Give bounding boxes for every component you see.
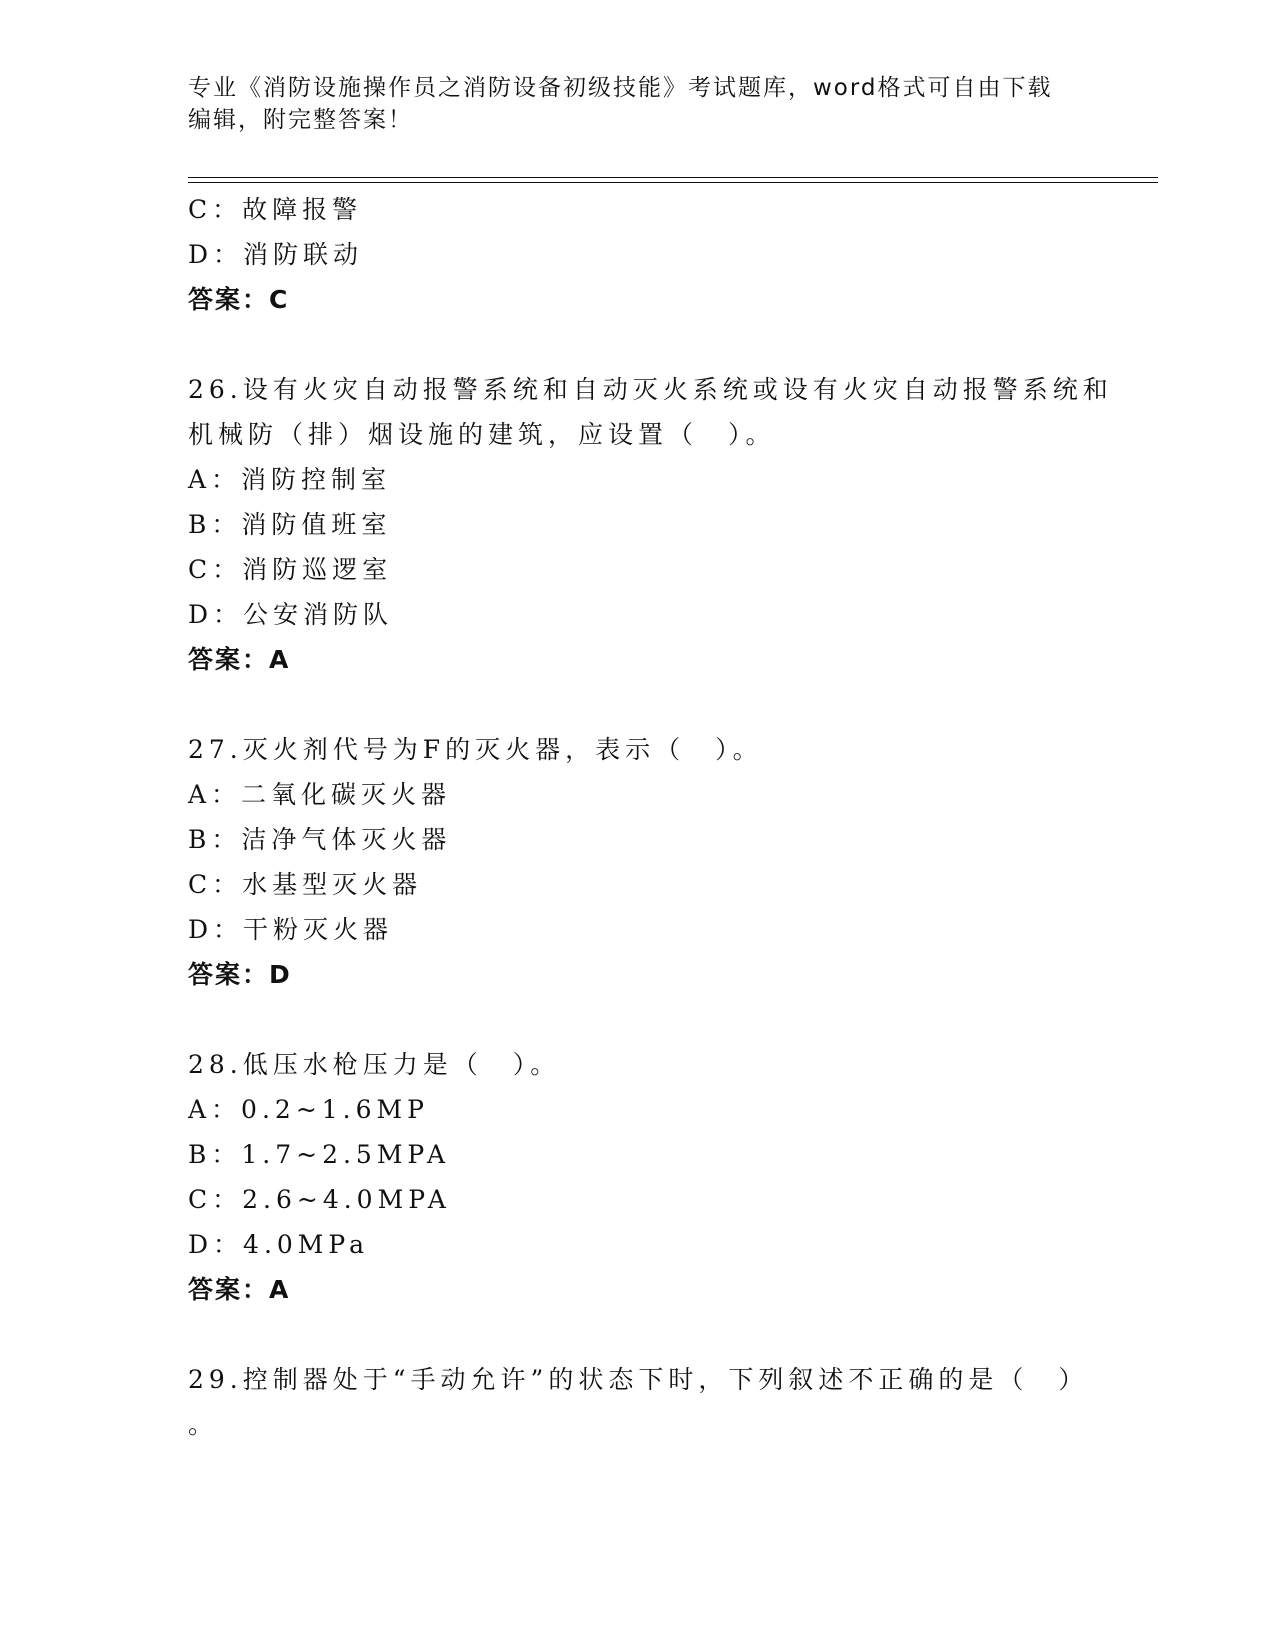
- q28-option-d: D：4.0MPa: [188, 1230, 370, 1259]
- document-header: 专业《消防设施操作员之消防设备初级技能》考试题库，word格式可自由下载编辑，附完整答案！: [188, 75, 1053, 133]
- q25-option-c: C：故障报警: [188, 195, 363, 224]
- q28-option-a: A：0.2~1.6MP: [188, 1095, 429, 1124]
- q25-option-d: D：消防联动: [188, 240, 364, 269]
- q28-answer: 答案：A: [188, 1275, 291, 1304]
- header-divider-top: [188, 177, 1158, 178]
- q29-stem-line-2: 。: [188, 1410, 219, 1439]
- q26-option-a: A：消防控制室: [188, 465, 392, 494]
- q26-option-b: B：消防值班室: [188, 510, 392, 539]
- q27-option-c: C：水基型灭火器: [188, 870, 423, 899]
- q27-answer: 答案：D: [188, 960, 292, 989]
- q26-stem-line-1: 26.设有火灾自动报警系统和自动灭火系统或设有火灾自动报警系统和: [188, 375, 1113, 404]
- q26-answer: 答案：A: [188, 645, 291, 674]
- q26-option-d: D：公安消防队: [188, 600, 394, 629]
- q26-option-c: C：消防巡逻室: [188, 555, 393, 584]
- q28-stem: 28.低压水枪压力是（ ）。: [188, 1050, 561, 1079]
- q28-option-c: C：2.6~4.0MPA: [188, 1185, 451, 1214]
- q25-answer: 答案：C: [188, 285, 290, 314]
- q27-option-a: A：二氧化碳灭火器: [188, 780, 452, 809]
- q27-option-b: B：洁净气体灭火器: [188, 825, 452, 854]
- q26-stem-line-2: 机械防（排）烟设施的建筑，应设置（ ）。: [188, 420, 776, 449]
- q29-stem-line-1: 29.控制器处于“手动允许”的状态下时，下列叙述不正确的是（ ）: [188, 1365, 1089, 1394]
- q27-stem: 27.灭火剂代号为F的灭火器，表示（ ）。: [188, 735, 763, 764]
- q27-option-d: D：干粉灭火器: [188, 915, 394, 944]
- header-divider-bottom: [188, 182, 1158, 183]
- q28-option-b: B：1.7~2.5MPA: [188, 1140, 451, 1169]
